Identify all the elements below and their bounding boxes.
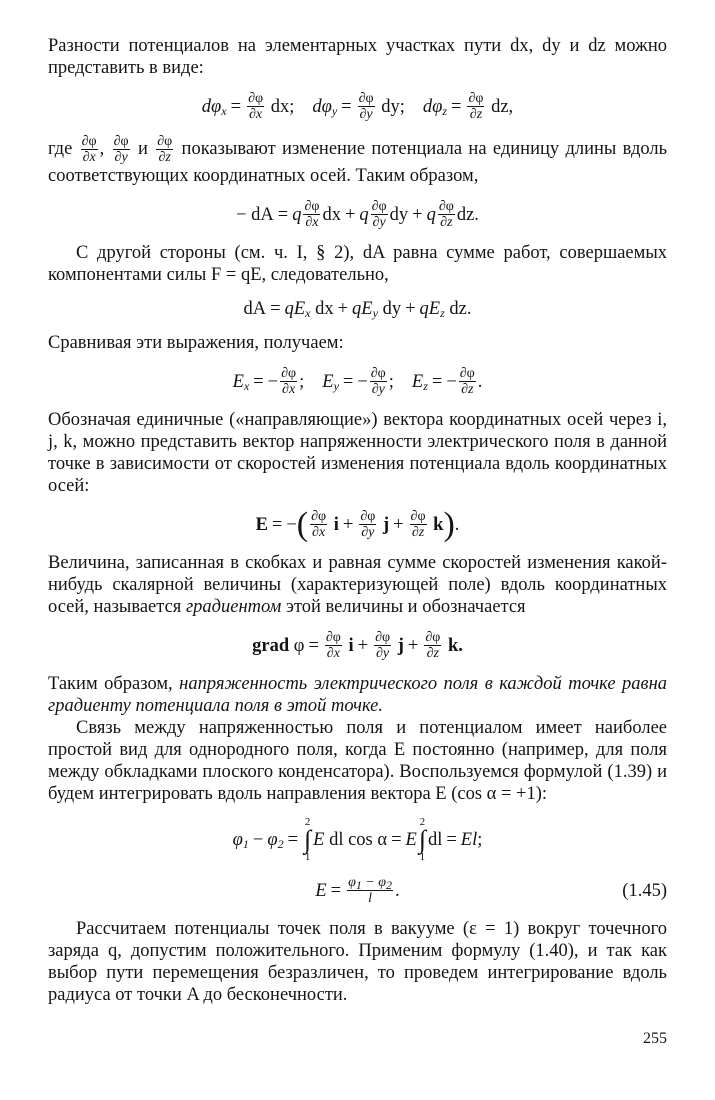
equation-integral: $\varphi_1$ − $\varphi_2$ = 2 ∫ 1 E dl cos α = E 2 ∫ 1 dl = El ; <box>232 816 483 863</box>
paragraph-unit-vectors: Обозначая единичные («направляющие») вектора координатных осей через i, j, k, можно представить вектор напряженности электрического поля в данной точке в зависимости от скоростей изменения потенциала вдоль координатных осей: <box>48 410 667 496</box>
equation-number: (1.45) <box>622 880 667 901</box>
paragraph-partial-derivatives: где $\frac{\partial\varphi}{\partial x}$ , $\frac{\partial\varphi}{\partial y}$ и $\frac{\partial\varphi}{\partial z}$ показывают изменение потенциала на единицу длины вдоль соответствующих координатных осей. Таким образом, <box>48 134 668 186</box>
equation-field-vector: E = − ( $\frac{\partial\varphi}{\partial x}$ i + $\frac{\partial\varphi}{\partial y}$ j + $\frac{\partial\varphi}{\partial z}$ k ) . <box>255 505 460 543</box>
paragraph-conclusion <box>48 673 667 717</box>
equation-work-field: dA = $qE_x$ dx + $qE_y$ dy + $qE_z$ dz. <box>243 299 472 320</box>
paragraph-gradient-definition <box>48 552 667 618</box>
text-and: и <box>137 138 148 159</box>
text-where: где <box>48 138 73 159</box>
text-gradient-start: Величина, записанная в скобках и равная сумме скоростей изменения какой-нибудь скалярной величины (характеризующей поле) вдоль координатных осей, называется <box>48 553 667 617</box>
page-number: 255 <box>643 1030 667 1047</box>
equation-dphi-components: $d\varphi_x$ = $\frac{\partial\varphi}{\partial x}$ dx; $d\varphi_y$ = $\frac{\partial\varphi}{\partial y}$ dy; $d\varphi_z$ = $\frac{\partial\varphi}{\partial z}$ dz, <box>201 91 514 122</box>
text-gradient-end: этой величины и обозначается <box>286 597 526 617</box>
text-gradient-term: градиентом <box>185 597 282 617</box>
paragraph-potential-differences: Разности потенциалов на элементарных участках пути dx, dy и dz можно представить в виде: <box>48 36 667 78</box>
text-conclusion-start: Таким образом, <box>48 674 173 694</box>
text-show-change: показывают изменение потенциала на единицу длины вдоль соответствующих координатных осей. Таким образом, <box>48 138 668 186</box>
paragraph-comparing: Сравнивая эти выражения, получаем: <box>48 333 344 353</box>
equation-field-from-potential: E = $\frac{\varphi_1 - \varphi_2}{l}$ . (1.45) <box>315 875 667 906</box>
paragraph-work-components: С другой стороны (см. ч. I, § 2), dA равна сумме работ, совершаемых компонентами силы F = qE, следовательно, <box>48 243 667 285</box>
equation-work-sum: − dA = q $\frac{\partial\varphi}{\partial x}$ dx + q $\frac{\partial\varphi}{\partial y}$ dy + q $\frac{\partial\varphi}{\partial z}$ dz. <box>236 199 479 230</box>
equation-gradient: grad φ = $\frac{\partial\varphi}{\partial x}$ i + $\frac{\partial\varphi}{\partial y}$ j + $\frac{\partial\varphi}{\partial z}$ k. <box>252 630 463 661</box>
text-conclusion-italic: напряженность электрического поля в каждой точке равна градиенту потенциала поля в этой точке. <box>48 674 668 716</box>
paragraph-uniform-field: Связь между напряженностью поля и потенциалом имеет наиболее простой вид для однородного поля, когда E постоянно (например, для поля между обкладками плоского конденсатора). Воспользуемся формулой (1.39) и будем интегрировать вдоль направления вектора E (cos α = +1): <box>48 718 667 804</box>
equation-field-components: $E_x$ = − $\frac{\partial\varphi}{\partial x}$ ; $E_y$ = − $\frac{\partial\varphi}{\partial y}$ ; $E_z$ = − $\frac{\partial\varphi}{\partial z}$ . <box>232 366 483 397</box>
paragraph-point-charge: Рассчитаем потенциалы точек поля в вакууме (ε = 1) вокруг точечного заряда q, допустим положительного. Применим формулу (1.40), и так как выбор пути перемещения безразличен, то проведем интегрирование вдоль радиуса от точки A до бесконечности. <box>48 919 667 1005</box>
